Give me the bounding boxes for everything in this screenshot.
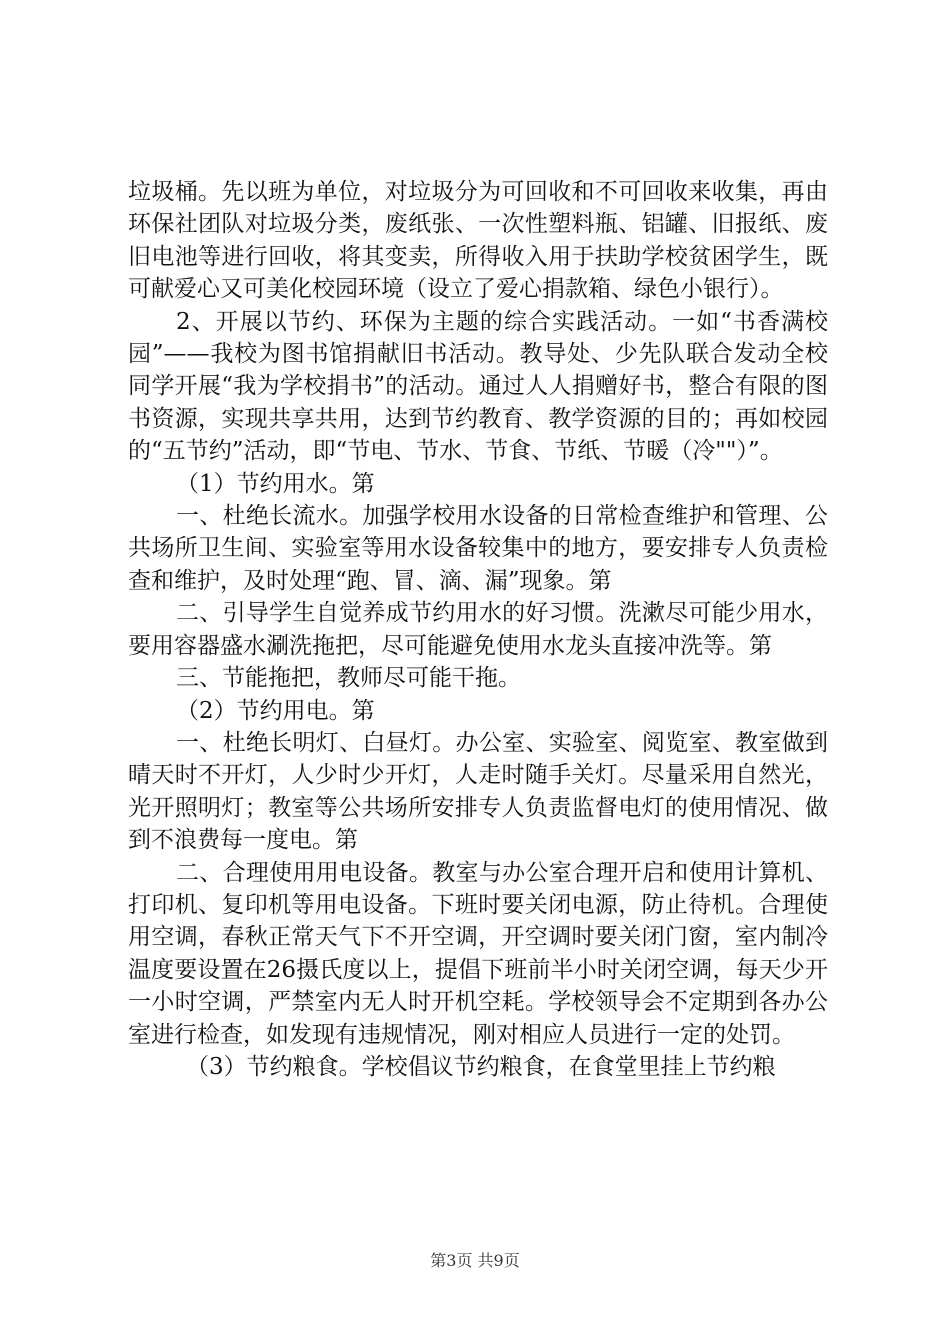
paragraph-1: 垃圾桶。先以班为单位，对垃圾分为可回收和不可回收来收集，再由环保社团队对垃圾分类，废纸张、一次性塑料瓶、铝罐、旧报纸、废旧电池等进行回收，将其变卖，所得收入用于扶助学校贫困学生，既可献爱心又可美化校园环境（设立了爱心捐款箱、绿色小银行）。: [128, 179, 828, 303]
paragraph-2: 2、开展以节约、环保为主题的综合实践活动。一如“书香满校园”——我校为图书馆捐献旧书活动。教导处、少先队联合发动全校同学开展“我为学校捐书”的活动。通过人人捐赠好书，整合有限的图书资源，实现共享共用，达到节约教育、教学资源的目的；再如校园的“五节约”活动，即“节电、节水、节食、节纸、节暖（冷""）”。: [128, 308, 828, 465]
paragraph-9: 二、合理使用用电设备。教室与办公室合理开启和使用计算机、打印机、复印机等用电设备。下班时要关闭电源，防止待机。合理使用空调，春秋正常天气下不开空调，开空调时要关闭门窗，室内制冷温度要设置在26摄氏度以上，提倡下班前半小时关闭空调，每天少开一小时空调，严禁室内无人时开机空耗。学校领导会不定期到各办公室进行检查，如发现有违规情况，刚对相应人员进行一定的处罚。: [128, 859, 828, 1048]
paragraph-10: （3）节约粮食。学校倡议节约粮食，在食堂里挂上节约粮: [186, 1053, 776, 1080]
document-body: [128, 176, 828, 1083]
paragraph-3: （1）节约用水。第: [176, 470, 375, 497]
paragraph-8: 一、杜绝长明灯、白昼灯。办公室、实验室、阅览室、教室做到晴天时不开灯，人少时少开灯，人走时随手关灯。尽量采用自然光，光开照明灯；教室等公共场所安排专人负责监督电灯的使用情况、做到不浪费每一度电。第: [128, 729, 828, 854]
paragraph-5: 二、引导学生自觉养成节约用水的好习惯。洗漱尽可能少用水，要用容器盛水涮洗拖把，尽可能避免使用水龙头直接冲洗等。第: [128, 600, 828, 659]
paragraph-4: 一、杜绝长流水。加强学校用水设备的日常检查维护和管理、公共场所卫生间、实验室等用水设备较集中的地方，要安排专人负责检查和维护，及时处理“跑、冒、滴、漏”现象。第: [128, 503, 828, 594]
paragraph-6: 三、节能拖把，教师尽可能干拖。: [176, 665, 521, 692]
page-footer: 第3页 共9页: [430, 1251, 520, 1270]
paragraph-7: （2）节约用电。第: [176, 697, 375, 724]
